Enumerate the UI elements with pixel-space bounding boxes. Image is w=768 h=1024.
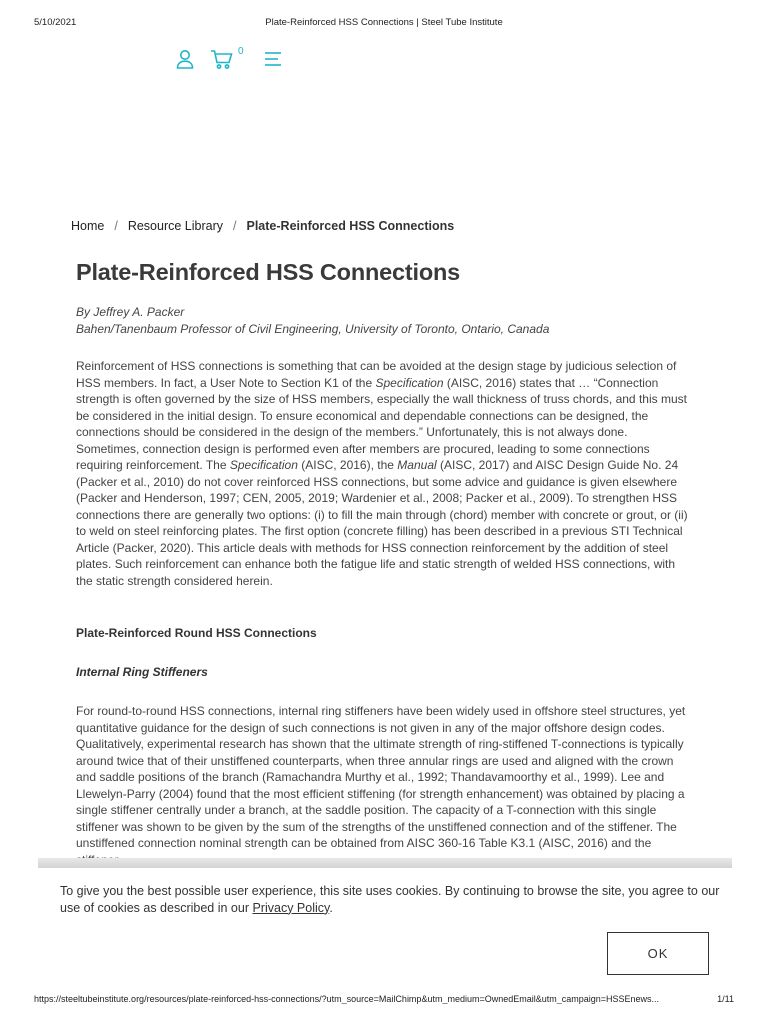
- specification-ref: Specification: [229, 458, 298, 472]
- cart-count: 0: [238, 46, 244, 57]
- intro-paragraph: Reinforcement of HSS connections is something that can be avoided at the design stage by judicious selection of HSS members. In fact, a User Note to Section K1 of the Specification (AISC, 2016) states that … “Connection strength is often governed by the size of HSS members, especially the wall thickness of truss chords, and this must be considered in the initial design. To ensure economical and dependable connections can be designed, the connections should be considered in the design of the members.” Unfortunately, this is not always done. Sometimes, connection design is performed even after members are procured, leading to some connections requiring reinforcement. The Specification (AISC, 2016), the Manual (AISC, 2017) and AISC Design Guide No. 24 (Packer et al., 2010) do not cover reinforced HSS connections, but some advice and guidance is given elsewhere (Packer and Henderson, 1997; CEN, 2005, 2019; Wardenier et al., 2008; Packer et al., 2009). To strengthen HSS connections there are generally two options: (i) to fill the main through (chord) member with concrete or grout, or (ii) to weld on steel reinforcing plates. The first option (concrete filling) has been described in a previous STI Technical Article (Packer, 2020). This article deals with methods for HSS connection reinforcement by the addition of steel plates. Such reinforcement can enhance both the fatigue life and static strength of welded HSS connections, with the static strength considered herein.: [76, 359, 688, 588]
- specification-ref: Specification: [375, 375, 444, 390]
- breadcrumb-separator: /: [233, 219, 237, 233]
- manual-ref: Manual: [397, 458, 437, 472]
- author: By Jeffrey A. Packer: [76, 305, 185, 319]
- user-icon[interactable]: [174, 48, 196, 70]
- cookie-ok-button[interactable]: OK: [607, 932, 709, 975]
- print-page-number: 1/11: [717, 994, 734, 1004]
- menu-icon[interactable]: [262, 48, 284, 70]
- cart-icon[interactable]: [210, 48, 234, 70]
- ring-stiffeners-paragraph: For round-to-round HSS connections, internal ring stiffeners have been widely used in offshore steel structures, yet quantitative guidance for the design of such connections is not given in any of the major offshore design codes. Qualitatively, experimental research has shown that the ultimate strength of ring-stiffened T-connections is typically around twice that of their unstiffened counterparts, when three annular rings are used and aligned with the crown and saddle positions of the branch (Ramachandra Murthy et al., 1992; Thandavamoorthy et al., 1999). Lee and Llewelyn-Parry (2004) found that the most efficient stiffening (for strength enhancement) was obtained by placing a single stiffener centrally under a branch, at the saddle position. The capacity of a T-connection with this single stiffener was shown to be given by the sum of the strengths of the unstiffened connection and of the stiffener. The unstiffened connection nominal strength can be obtained from AISC 360-16 Table K3.1 (AISC, 2016) and the: [76, 704, 686, 850]
- section-heading: Plate-Reinforced Round HSS Connections: [76, 626, 317, 640]
- print-date: 5/10/2021: [34, 17, 77, 28]
- cookie-banner: [0, 868, 768, 988]
- breadcrumb-current: Plate-Reinforced HSS Connections: [246, 219, 455, 233]
- privacy-policy-link[interactable]: Privacy Policy: [252, 900, 330, 915]
- breadcrumb: [71, 219, 454, 233]
- author-affiliation: Bahen/Tanenbaum Professor of Civil Engineering, University of Toronto, Ontario, Canada: [76, 321, 550, 336]
- page-title: Plate-Reinforced HSS Connections: [76, 259, 461, 285]
- print-url: https://steeltubeinstitute.org/resources/plate-reinforced-hss-connections/?utm_source=MailChimp&utm_medium=OwnedEmail&utm_campaign=HSSEnews...: [34, 994, 660, 1004]
- breadcrumb-resource-library[interactable]: Resource Library: [127, 219, 224, 233]
- sub-heading: Internal Ring Stiffeners: [76, 665, 208, 679]
- breadcrumb-home[interactable]: Home: [71, 219, 105, 233]
- byline: [76, 304, 549, 337]
- breadcrumb-separator: /: [114, 219, 118, 233]
- cookie-message: To give you the best possible user experience, this site uses cookies. By continuing to browse the site, you agree to our use of cookies as described in our Privacy Policy.: [60, 884, 720, 915]
- print-header: [0, 17, 768, 31]
- print-title: Plate-Reinforced HSS Connections | Steel Tube Institute: [265, 17, 503, 28]
